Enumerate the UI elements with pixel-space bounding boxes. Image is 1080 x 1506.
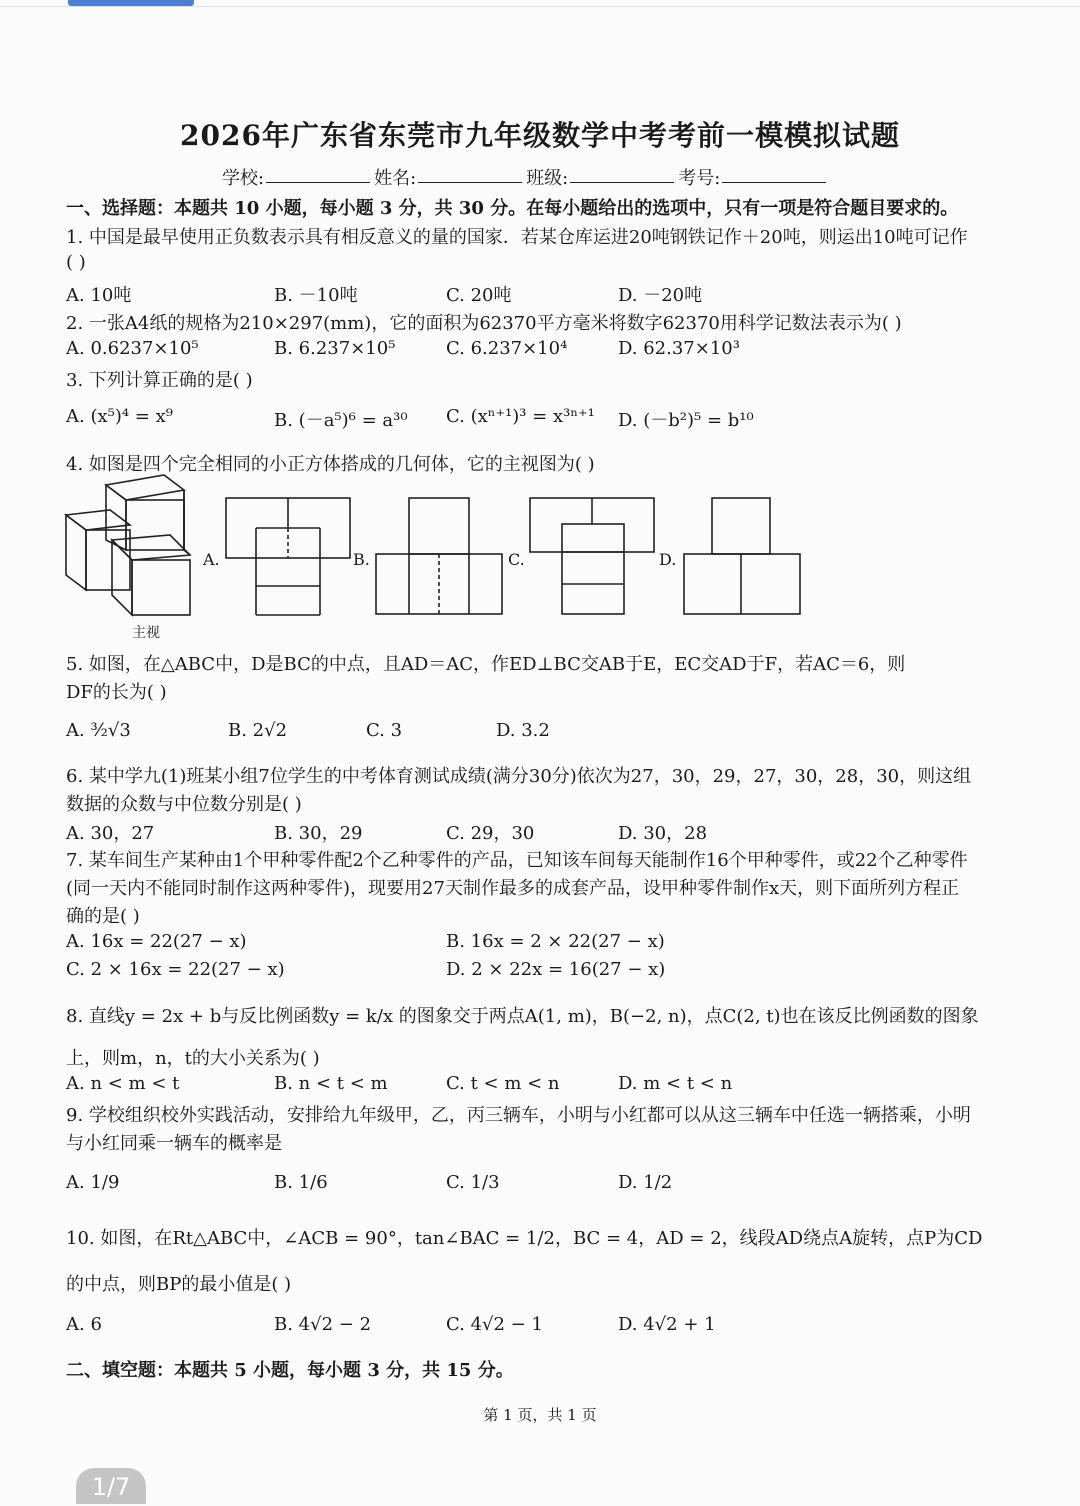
q1-option-b: B. －10吨 [274,285,358,306]
q9-stem: 9. 学校组织校外实践活动，安排给九年级甲，乙，丙三辆车，小明与小红都可以从这三辆车中任选一辆搭乘，小明 [66,1105,971,1126]
q6-option-c: C. 29，30 [446,823,535,844]
q7-option-a: A. 16x = 22(27 − x) [66,931,247,952]
page-footer: 第 1 页，共 1 页 [483,1406,597,1424]
q8-option-d: D. m < t < n [618,1073,733,1094]
q2-option-d: D. 62.37×10³ [618,338,740,359]
q4-figures [60,470,820,650]
q6-option-d: D. 30，28 [618,823,708,844]
name-label: 姓名: [374,168,417,189]
q5-option-b: B. 2√2 [228,720,288,741]
q4-option-d: D. [659,550,677,569]
class-blank [570,164,674,183]
q4-view-a [226,498,350,615]
q1-paren: ( ) [66,252,86,273]
q2-option-c: C. 6.237×10⁴ [446,338,568,359]
q4-stem: 4. 如图是四个完全相同的小正方体搭成的几何体，它的主视图为( ) [66,454,595,475]
q2-stem: 2. 一张A4纸的规格为210×297(mm)，它的面积为62370平方毫米将数字62370用科学记数法表示为( ) [66,313,902,334]
q3-option-c: C. (xⁿ⁺¹)³ = x³ⁿ⁺¹ [446,406,595,427]
q3-stem: 3. 下列计算正确的是( ) [66,370,253,391]
q7-option-d: D. 2 × 22x = 16(27 − x) [446,959,666,980]
q5-option-c: C. 3 [366,720,403,741]
q7-stem-3: 确的是( ) [66,906,140,927]
q10-stem-2: 的中点，则BP的最小值是( ) [66,1274,292,1295]
q4-view-c [530,498,654,614]
q9-option-a: A. 1/9 [66,1172,120,1193]
q8-option-c: C. t < m < n [446,1073,560,1094]
number-label: 考号: [678,168,721,189]
section1-heading: 一、选择题：本题共 10 小题，每小题 3 分，共 30 分。在每小题给出的选项中，只有一项是符合题目要求的。 [66,198,959,219]
q4-solid-figure [66,475,190,615]
q3-option-a: A. (x⁵)⁴ = x⁹ [66,406,173,427]
q1-option-c: C. 20吨 [446,285,512,306]
q6-stem: 6. 某中学九(1)班某小组7位学生的中考体育测试成绩(满分30分)依次为27，30，29，27，30，28，30，则这组 [66,766,972,787]
q3-option-d: D. (－b²)⁵ = b¹⁰ [618,410,754,431]
q8-option-b: B. n < t < m [274,1073,388,1094]
q10-option-a: A. 6 [66,1314,102,1335]
q5-option-d: D. 3.2 [496,720,550,741]
q7-option-b: B. 16x = 2 × 22(27 − x) [446,931,665,952]
q5-option-a: A. ³⁄₂√3 [66,720,131,741]
q5-stem: 5. 如图，在△ABC中，D是BC的中点，且AD＝AC，作ED⊥BC交AB于E，EC交AD于F，若AC＝6，则 [66,654,906,675]
q6-stem-2: 数据的众数与中位数分别是( ) [66,794,302,815]
q4-option-a: A. [203,550,220,569]
q6-option-a: A. 30，27 [66,823,155,844]
q4-view-b [376,498,502,614]
q4-view-d [684,498,800,614]
page-indicator[interactable]: 1/7 [76,1468,146,1504]
q2-option-a: A. 0.6237×10⁵ [66,338,199,359]
name-blank [418,164,522,183]
q8-stem: 8. 直线y = 2x + b与反比例函数y = k/x 的图象交于两点A(1, m)，B(−2, n)，点C(2, t)也在该反比例函数的图象 [66,1006,979,1027]
q6-option-b: B. 30，29 [274,823,363,844]
q5-stem-2: DF的长为( ) [66,682,167,703]
number-blank [722,164,826,183]
q3-option-b: B. (－a⁵)⁶ = a³⁰ [274,410,408,431]
q4-main-view-label: 主视 [132,625,160,641]
page-title: 2026年广东省东莞市九年级数学中考考前一模模拟试题 [180,119,900,152]
q7-stem: 7. 某车间生产某种由1个甲种零件配2个乙种零件的产品，已知该车间每天能制作16个甲种零件，或22个乙种零件 [66,850,968,871]
q8-stem-2: 上，则m，n，t的大小关系为( ) [66,1048,320,1069]
section2-heading: 二、填空题：本题共 5 小题，每小题 3 分，共 15 分。 [66,1360,514,1381]
q1-option-d: D. －20吨 [618,285,703,306]
q8-option-a: A. n < m < t [66,1073,180,1094]
q10-stem: 10. 如图，在Rt△ABC中，∠ACB = 90°，tan∠BAC = 1/2，BC = 4，AD = 2，线段AD绕点A旋转，点P为CD [66,1228,983,1249]
q9-option-b: B. 1/6 [274,1172,328,1193]
q2-option-b: B. 6.237×10⁵ [274,338,396,359]
q7-stem-2: (同一天内不能同时制作这两种零件)，现要用27天制作最多的成套产品，设甲种零件制作x天，则下面所列方程正 [66,878,960,899]
q10-option-b: B. 4√2 − 2 [274,1314,372,1335]
class-label: 班级: [526,168,569,189]
q4-option-c: C. [508,550,525,569]
q4-option-b: B. [353,550,370,569]
q7-option-c: C. 2 × 16x = 22(27 − x) [66,959,285,980]
school-label: 学校: [222,168,265,189]
school-blank [266,164,370,183]
student-info [222,164,830,190]
q1-option-a: A. 10吨 [66,285,132,306]
q9-option-c: C. 1/3 [446,1172,500,1193]
q10-option-d: D. 4√2 + 1 [618,1314,716,1335]
q10-option-c: C. 4√2 − 1 [446,1314,543,1335]
q9-option-d: D. 1/2 [618,1172,673,1193]
q1-stem: 1. 中国是最早使用正负数表示具有相反意义的量的国家．若某仓库运进20吨钢铁记作＋20吨，则运出10吨可记作 [66,227,968,248]
q9-stem-2: 与小红同乘一辆车的概率是 [66,1133,282,1154]
